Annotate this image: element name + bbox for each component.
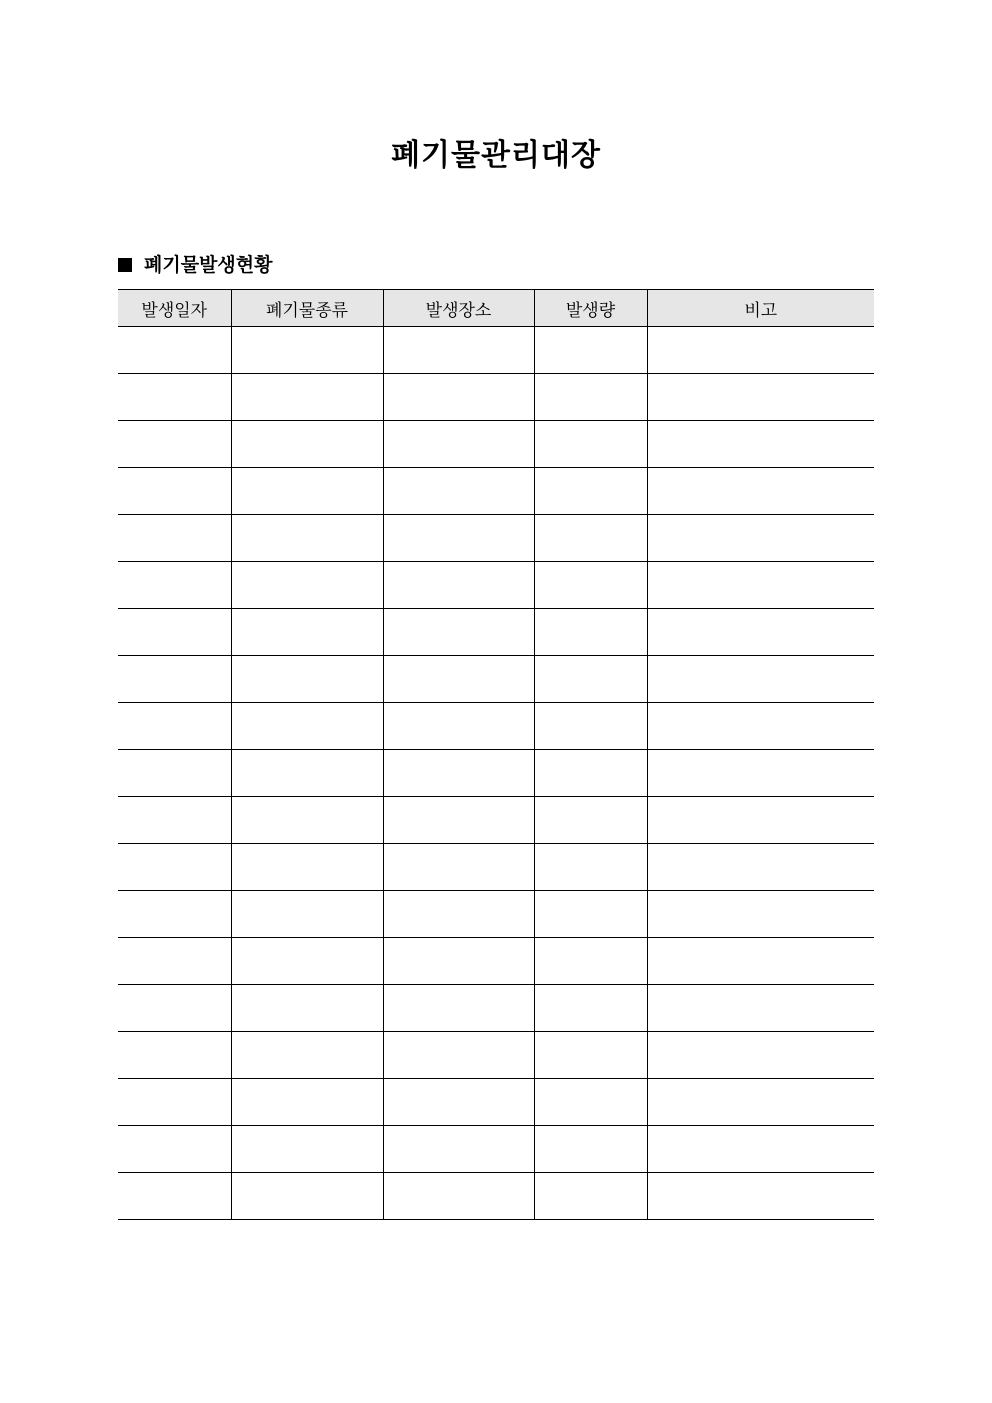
cell-waste-type[interactable] <box>231 938 383 985</box>
column-header-waste-type: 폐기물종류 <box>231 290 383 327</box>
cell-location[interactable] <box>383 750 534 797</box>
cell-waste-type[interactable] <box>231 609 383 656</box>
table-row <box>118 1173 874 1220</box>
table-row <box>118 421 874 468</box>
cell-waste-type[interactable] <box>231 750 383 797</box>
cell-date[interactable] <box>118 891 231 938</box>
cell-waste-type[interactable] <box>231 327 383 374</box>
cell-waste-type[interactable] <box>231 1173 383 1220</box>
table-row <box>118 1126 874 1173</box>
table-header-row <box>118 290 874 327</box>
cell-amount[interactable] <box>534 1173 647 1220</box>
cell-date[interactable] <box>118 1032 231 1079</box>
cell-date[interactable] <box>118 609 231 656</box>
document-title: 폐기물관리대장 <box>391 138 601 173</box>
cell-location[interactable] <box>383 891 534 938</box>
cell-amount[interactable] <box>534 1079 647 1126</box>
cell-remarks[interactable] <box>647 938 874 985</box>
cell-waste-type[interactable] <box>231 1079 383 1126</box>
cell-amount[interactable] <box>534 985 647 1032</box>
table-row <box>118 1032 874 1079</box>
table-row <box>118 374 874 421</box>
cell-location[interactable] <box>383 609 534 656</box>
cell-location[interactable] <box>383 468 534 515</box>
cell-location[interactable] <box>383 515 534 562</box>
table-row <box>118 327 874 374</box>
cell-amount[interactable] <box>534 938 647 985</box>
cell-remarks[interactable] <box>647 374 874 421</box>
table-row <box>118 515 874 562</box>
cell-location[interactable] <box>383 938 534 985</box>
cell-remarks[interactable] <box>647 797 874 844</box>
column-header-amount: 발생량 <box>534 290 647 327</box>
cell-amount[interactable] <box>534 515 647 562</box>
cell-date[interactable] <box>118 797 231 844</box>
cell-remarks[interactable] <box>647 421 874 468</box>
table-row <box>118 797 874 844</box>
cell-date[interactable] <box>118 750 231 797</box>
cell-remarks[interactable] <box>647 750 874 797</box>
cell-date[interactable] <box>118 468 231 515</box>
cell-waste-type[interactable] <box>231 891 383 938</box>
table-row <box>118 609 874 656</box>
table-row <box>118 1079 874 1126</box>
cell-location[interactable] <box>383 327 534 374</box>
cell-date[interactable] <box>118 1173 231 1220</box>
table-row <box>118 562 874 609</box>
cell-waste-type[interactable] <box>231 1126 383 1173</box>
filled-square-icon <box>118 258 132 272</box>
cell-amount[interactable] <box>534 562 647 609</box>
cell-remarks[interactable] <box>647 703 874 750</box>
table-row <box>118 891 874 938</box>
cell-waste-type[interactable] <box>231 656 383 703</box>
cell-amount[interactable] <box>534 750 647 797</box>
cell-location[interactable] <box>383 703 534 750</box>
cell-remarks[interactable] <box>647 515 874 562</box>
table-row <box>118 938 874 985</box>
cell-location[interactable] <box>383 656 534 703</box>
cell-amount[interactable] <box>534 844 647 891</box>
cell-remarks[interactable] <box>647 656 874 703</box>
cell-remarks[interactable] <box>647 1079 874 1126</box>
cell-amount[interactable] <box>534 468 647 515</box>
cell-remarks[interactable] <box>647 1126 874 1173</box>
cell-date[interactable] <box>118 985 231 1032</box>
cell-remarks[interactable] <box>647 891 874 938</box>
cell-date[interactable] <box>118 421 231 468</box>
cell-date[interactable] <box>118 703 231 750</box>
cell-waste-type[interactable] <box>231 515 383 562</box>
cell-waste-type[interactable] <box>231 1032 383 1079</box>
section-heading <box>118 252 272 278</box>
cell-location[interactable] <box>383 562 534 609</box>
cell-amount[interactable] <box>534 374 647 421</box>
cell-waste-type[interactable] <box>231 844 383 891</box>
cell-date[interactable] <box>118 327 231 374</box>
cell-remarks[interactable] <box>647 1032 874 1079</box>
cell-amount[interactable] <box>534 703 647 750</box>
table-row <box>118 844 874 891</box>
cell-date[interactable] <box>118 844 231 891</box>
cell-waste-type[interactable] <box>231 985 383 1032</box>
cell-location[interactable] <box>383 797 534 844</box>
cell-date[interactable] <box>118 374 231 421</box>
cell-waste-type[interactable] <box>231 703 383 750</box>
table-row <box>118 703 874 750</box>
cell-remarks[interactable] <box>647 327 874 374</box>
cell-remarks[interactable] <box>647 1173 874 1220</box>
cell-location[interactable] <box>383 1126 534 1173</box>
cell-amount[interactable] <box>534 797 647 844</box>
waste-ledger-table <box>118 289 874 1220</box>
section-heading-label: 폐기물발생현황 <box>144 254 273 276</box>
cell-date[interactable] <box>118 515 231 562</box>
cell-amount[interactable] <box>534 656 647 703</box>
table-row <box>118 656 874 703</box>
cell-remarks[interactable] <box>647 609 874 656</box>
cell-location[interactable] <box>383 374 534 421</box>
cell-location[interactable] <box>383 421 534 468</box>
cell-waste-type[interactable] <box>231 421 383 468</box>
column-header-date: 발생일자 <box>118 290 231 327</box>
cell-amount[interactable] <box>534 1032 647 1079</box>
table-row <box>118 468 874 515</box>
cell-amount[interactable] <box>534 421 647 468</box>
table-row <box>118 985 874 1032</box>
cell-remarks[interactable] <box>647 562 874 609</box>
cell-waste-type[interactable] <box>231 374 383 421</box>
cell-remarks[interactable] <box>647 844 874 891</box>
cell-amount[interactable] <box>534 1126 647 1173</box>
cell-date[interactable] <box>118 1079 231 1126</box>
cell-amount[interactable] <box>534 891 647 938</box>
cell-location[interactable] <box>383 1173 534 1220</box>
cell-amount[interactable] <box>534 609 647 656</box>
cell-location[interactable] <box>383 844 534 891</box>
cell-location[interactable] <box>383 1079 534 1126</box>
cell-location[interactable] <box>383 1032 534 1079</box>
cell-amount[interactable] <box>534 327 647 374</box>
cell-date[interactable] <box>118 562 231 609</box>
cell-remarks[interactable] <box>647 468 874 515</box>
table-body <box>118 327 874 1220</box>
cell-waste-type[interactable] <box>231 797 383 844</box>
table-row <box>118 750 874 797</box>
cell-date[interactable] <box>118 656 231 703</box>
column-header-remarks: 비고 <box>647 290 874 327</box>
column-header-location: 발생장소 <box>383 290 534 327</box>
cell-remarks[interactable] <box>647 985 874 1032</box>
cell-location[interactable] <box>383 985 534 1032</box>
cell-date[interactable] <box>118 1126 231 1173</box>
cell-waste-type[interactable] <box>231 562 383 609</box>
cell-date[interactable] <box>118 938 231 985</box>
cell-waste-type[interactable] <box>231 468 383 515</box>
